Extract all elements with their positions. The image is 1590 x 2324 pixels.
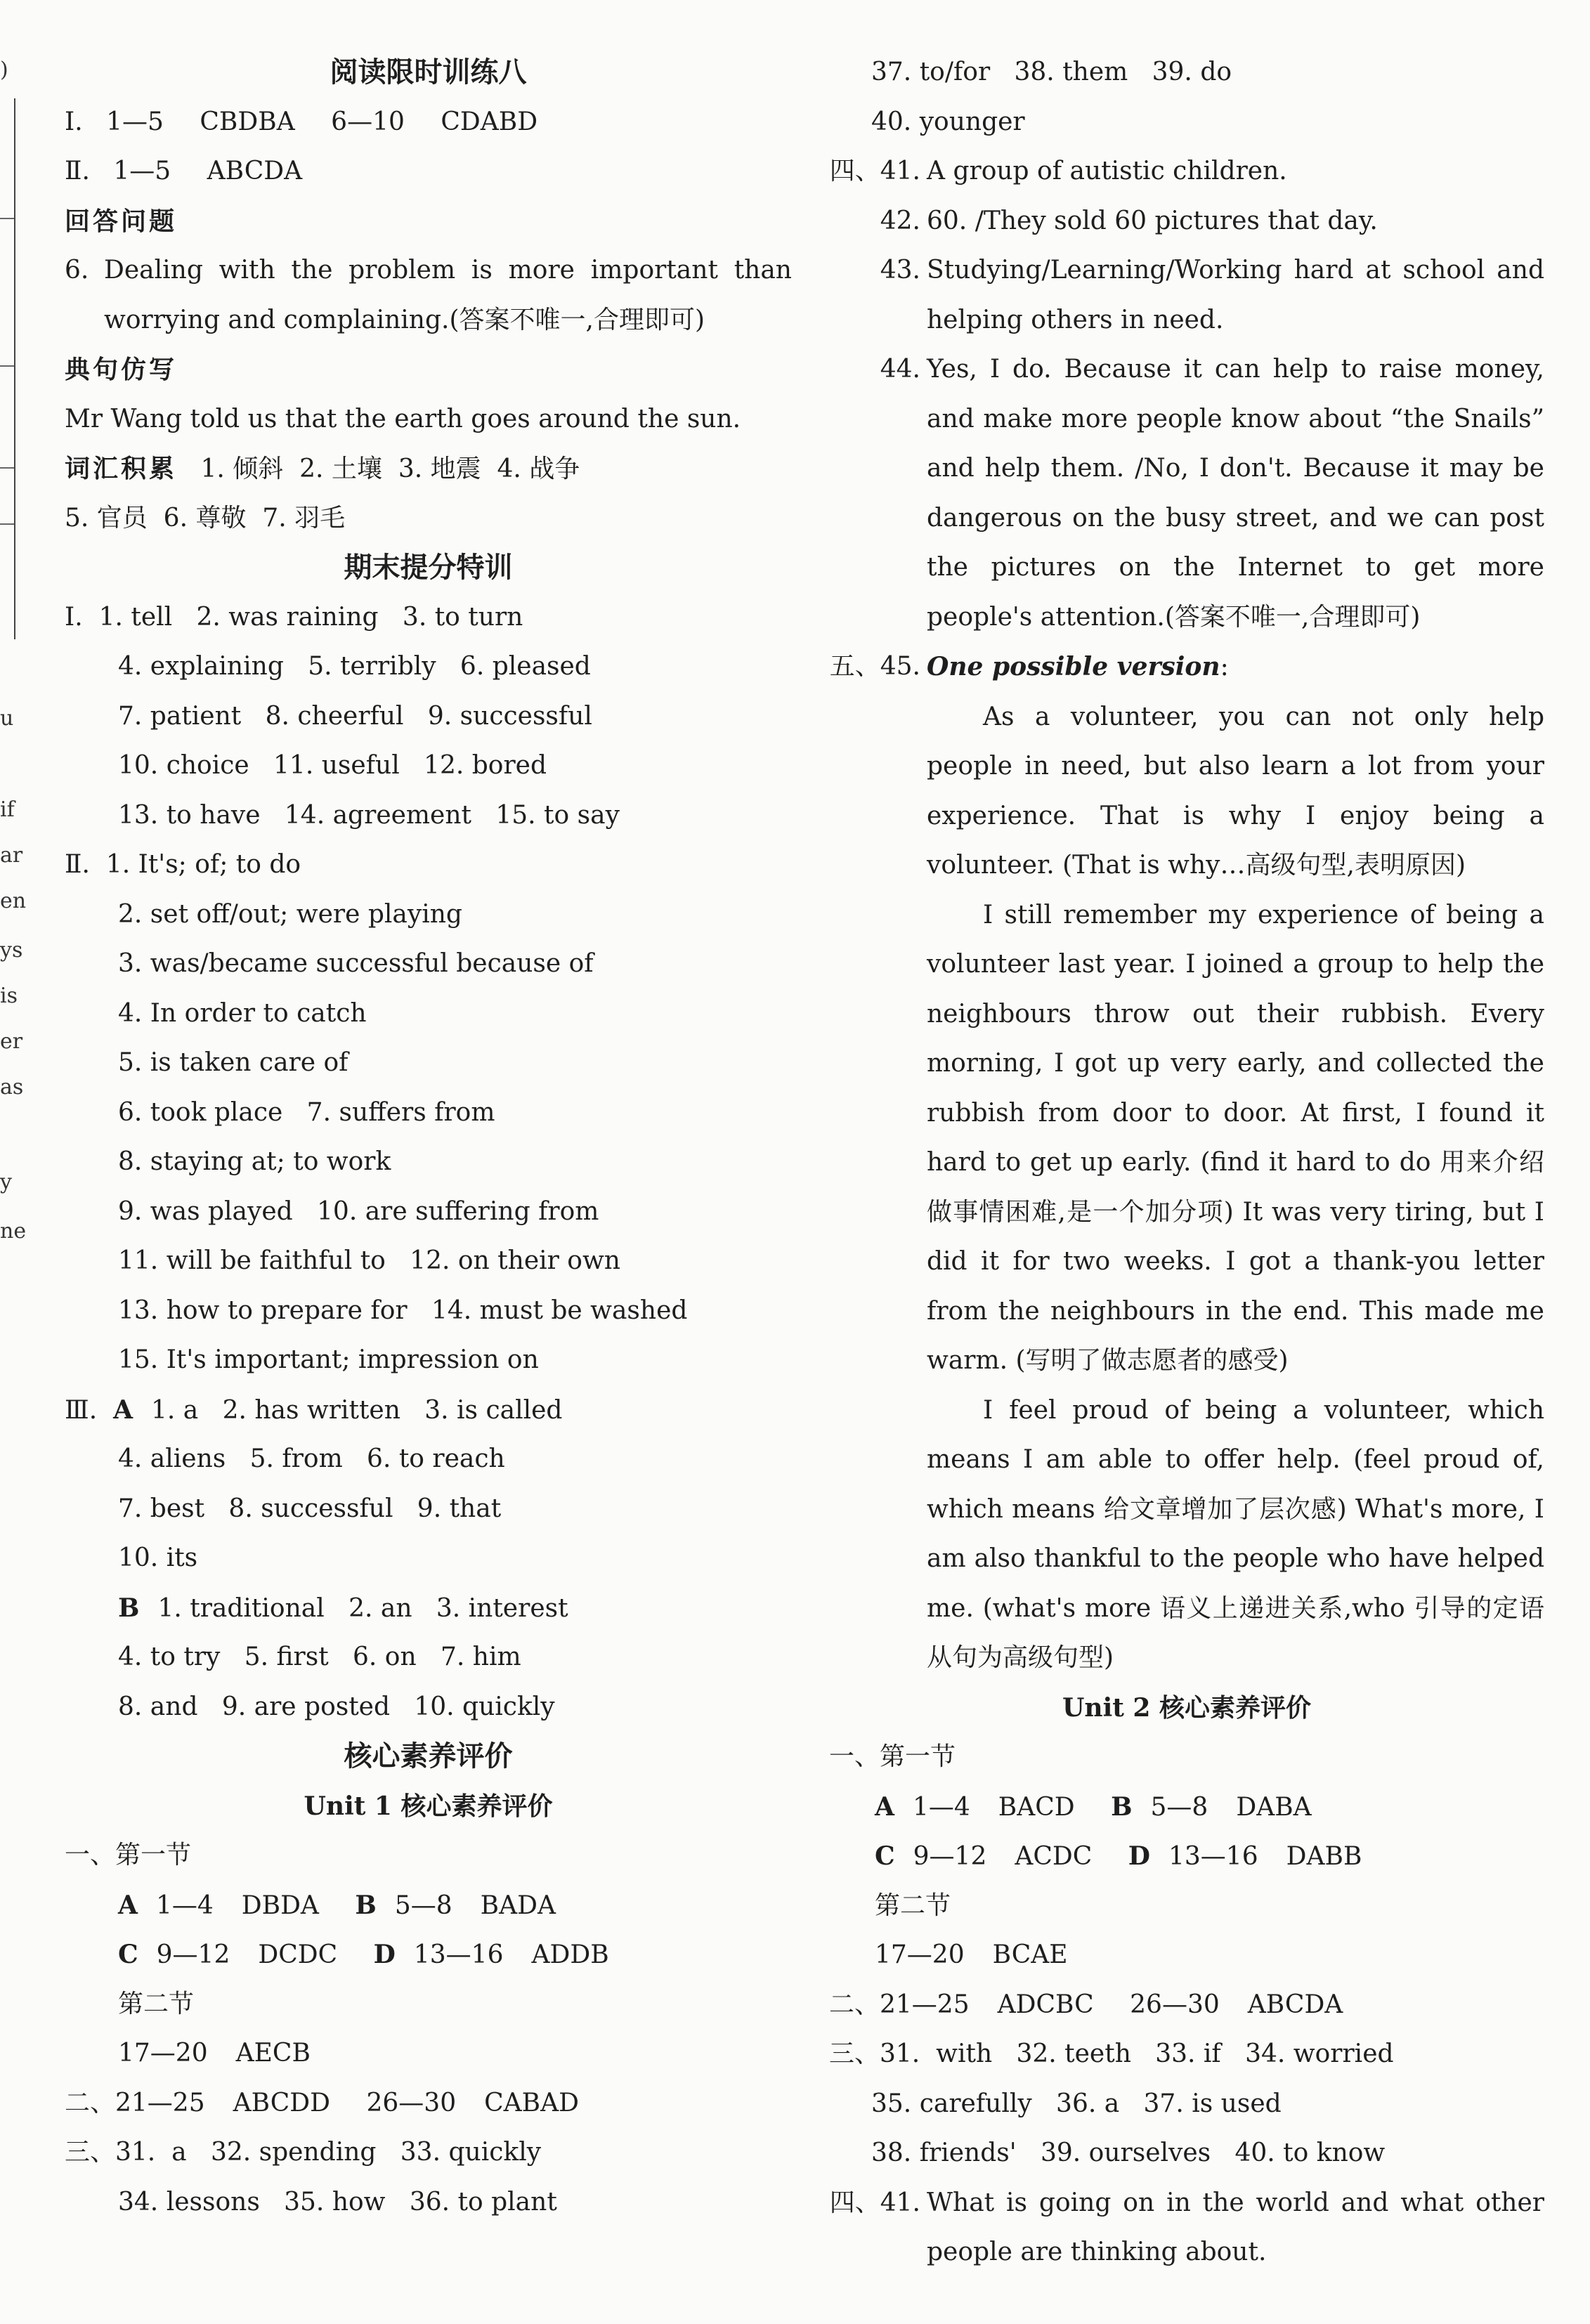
part-heading: 第二节: [875, 1891, 951, 1920]
answer-text: Dealing with the problem is more important than worrying and complaining.(答案不唯一,合理即可): [104, 256, 792, 334]
right-column: [829, 48, 1544, 2278]
item-number: 四、41.: [829, 2188, 920, 2217]
range: 1—5: [113, 157, 171, 185]
section-title: 期末提分特训: [344, 551, 513, 584]
answer-line: [65, 1881, 792, 1931]
edge-fragment: as: [0, 1075, 24, 1099]
answers: BACD: [998, 1792, 1075, 1822]
answer-line: 15. It's important; impression on: [118, 1345, 539, 1374]
answer-text: Mr Wang told us that the earth goes around the sun.: [65, 404, 741, 433]
answers: DABB: [1286, 1842, 1362, 1871]
answers: ABCDA: [1247, 1990, 1343, 2019]
edge-divider: [14, 98, 15, 639]
edge-rule: [0, 365, 14, 367]
edge-fragment: u: [0, 706, 14, 731]
answer-text: A group of autistic children.: [927, 157, 1287, 185]
edge-rule: [0, 218, 14, 219]
answer-line: 5. is taken care of: [118, 1048, 348, 1077]
item-number: 二、21—25: [829, 1990, 970, 2019]
range: 26—30: [1130, 1990, 1220, 2019]
answer-line: [829, 1782, 1544, 1832]
item-number: Ⅲ.: [65, 1395, 98, 1425]
part-heading: 第二节: [118, 1989, 195, 2018]
item-number: 6.: [65, 256, 89, 285]
answer-line: 8. staying at; to work: [118, 1147, 391, 1176]
essay-text: I feel proud of being a volunteer, which means I am able to offer help. (feel proud of, which means 给文章增加了层次感) What's more, I am also thankful to the people who have helped me. (what's more 语义上递进关系,who 引导的定语从句为高级句型): [927, 1395, 1544, 1672]
answer-line: [65, 2079, 792, 2129]
essay-paragraph: [829, 891, 1544, 1386]
answer-line: [829, 1931, 1544, 1980]
answer-text: 60. /They sold 60 pictures that day.: [927, 206, 1378, 235]
answers: BCAE: [992, 1940, 1068, 1969]
answers: DBDA: [241, 1891, 319, 1920]
part-letter: A: [113, 1395, 133, 1425]
edge-fragment: en: [0, 889, 27, 913]
item-number: Ⅱ.: [65, 157, 90, 185]
answer-paragraph: [829, 642, 1544, 693]
answer-line: 34. lessons 35. how 36. to plant: [118, 2187, 557, 2217]
section-title: 核心素养评价: [344, 1740, 513, 1773]
answer-line: 11. will be faithful to 12. on their own: [118, 1246, 620, 1275]
answers: AECB: [235, 2039, 311, 2068]
answers: 1. tell 2. was raining 3. to turn: [98, 602, 523, 632]
answer-paragraph: [829, 197, 1544, 247]
answer-paragraph: [829, 147, 1544, 197]
answers: CDABD: [441, 107, 538, 136]
essay-paragraph: [829, 693, 1544, 891]
range: 1—4: [155, 1891, 214, 1920]
subheading: 词汇积累: [65, 454, 178, 483]
item-number: 43.: [880, 256, 920, 285]
answer-line: 35. carefully 36. a 37. is used: [871, 2089, 1282, 2118]
answer-line: 38. friends' 39. ourselves 40. to know: [871, 2139, 1386, 2167]
answer-line: 40. younger: [871, 107, 1025, 136]
edge-fragment: y: [0, 1170, 12, 1194]
part-letter: B: [1111, 1791, 1133, 1822]
range: 17—20: [875, 1940, 965, 1969]
section-title: 阅读限时训练八: [330, 56, 527, 89]
vocab-line: 5. 官员 6. 尊敬 7. 羽毛: [65, 503, 346, 533]
range: 5—8: [1150, 1792, 1208, 1822]
part-letter: D: [1128, 1841, 1150, 1871]
answer-line: [65, 1385, 792, 1435]
answer-line: [829, 2030, 1544, 2080]
answers: ACDC: [1015, 1842, 1093, 1871]
answers: 1. It's; of; to do: [105, 850, 301, 879]
left-column: [65, 48, 792, 2227]
answer-line: [65, 840, 792, 890]
answers: with 32. teeth 33. if 34. worried: [936, 2039, 1394, 2068]
answers: 1. traditional 2. an 3. interest: [157, 1593, 568, 1623]
subheading: 典句仿写: [65, 355, 178, 384]
answer-line: [65, 1930, 792, 1980]
part-letter: B: [118, 1593, 140, 1623]
part-letter: B: [355, 1890, 377, 1920]
part-letter: A: [118, 1890, 138, 1920]
answer-line: 2. set off/out; were playing: [118, 899, 462, 929]
range: 9—12: [156, 1940, 230, 1969]
answer-line: 4. explaining 5. terribly 6. pleased: [118, 652, 591, 681]
part-letter: A: [875, 1791, 894, 1822]
answers: a 32. spending 33. quickly: [171, 2138, 542, 2167]
answer-line: 7. best 8. successful 9. that: [118, 1494, 502, 1523]
range: 1—5: [106, 107, 164, 136]
answer-line: 4. to try 5. first 6. on 7. him: [118, 1643, 521, 1671]
answer-paragraph: [65, 246, 792, 345]
edge-fragment: ys: [0, 938, 23, 962]
answer-paragraph: [829, 345, 1544, 642]
answer-line: 8. and 9. are posted 10. quickly: [118, 1692, 555, 1721]
answers: ABCDA: [207, 157, 303, 185]
answer-line: 9. was played 10. are suffering from: [118, 1196, 599, 1226]
answers: ADDB: [531, 1940, 609, 1969]
range: 13—16: [413, 1940, 504, 1969]
range: 6—10: [331, 107, 405, 136]
answer-line: 13. to have 14. agreement 15. to say: [118, 800, 620, 830]
range: 9—12: [913, 1842, 987, 1871]
answer-line: [65, 2029, 792, 2079]
answer-line: 37. to/for 38. them 39. do: [871, 58, 1232, 86]
answer-line: [65, 2128, 792, 2178]
item-number: 五、45.: [829, 652, 920, 681]
edge-rule: [0, 523, 14, 525]
answer-line: 13. how to prepare for 14. must be washed: [118, 1295, 688, 1325]
vocab-items: 1. 倾斜 2. 土壤 3. 地震 4. 战争: [200, 455, 580, 483]
answer-line: [65, 147, 792, 197]
answer-line: [65, 98, 792, 148]
item-number: 二、21—25: [65, 2088, 205, 2117]
edge-fragment: if: [0, 797, 15, 822]
answer-paragraph: [829, 2179, 1544, 2278]
answer-text: Studying/Learning/Working hard at school and helping others in need.: [927, 256, 1544, 334]
answer-line: 10. choice 11. useful 12. bored: [118, 751, 547, 780]
part-heading: 一、第一节: [829, 1742, 956, 1771]
answer-line: 3. was/became successful because of: [118, 949, 594, 978]
item-number: 三、31.: [65, 2138, 156, 2167]
answer-line: 10. its: [118, 1543, 198, 1572]
essay-text: I still remember my experience of being a volunteer last year. I joined a group to help the neighbours throw out their rubbish. Every morning, I got up very early, and collected the rubbish from door to door. At first, I found it hard to get up early. (find it hard to do 用来介绍做事情困难,是一个加分项) It was very tiring, but I did it for two weeks. I got a thank-you letter from the neighbours in the end. This made me warm. (写明了做志愿者的感受): [927, 900, 1544, 1375]
answers: CABAD: [484, 2088, 579, 2117]
range: 5—8: [394, 1891, 452, 1920]
section-subtitle: Unit 1 核心素养评价: [304, 1791, 553, 1821]
answers: CBDBA: [200, 107, 295, 136]
answer-paragraph: [829, 246, 1544, 345]
answers: ADCBC: [997, 1990, 1094, 2019]
answers: 1. a 2. has written 3. is called: [151, 1395, 563, 1425]
answer-line: [65, 1584, 792, 1633]
part-heading: 一、第一节: [65, 1841, 192, 1869]
edge-fragment: er: [0, 1029, 23, 1054]
version-label: One possible version: [927, 652, 1220, 681]
item-number: 44.: [880, 355, 920, 384]
part-letter: C: [118, 1940, 138, 1969]
item-number: Ⅰ.: [65, 107, 83, 136]
item-number: 四、41.: [829, 157, 920, 185]
essay-text: As a volunteer, you can not only help people in need, but also learn a lot from your experience. That is why I enjoy being a volunteer. (That is why…高级句型,表明原因): [927, 702, 1544, 880]
edge-fragment: is: [0, 984, 18, 1008]
answers: DCDC: [258, 1940, 338, 1969]
item-number: Ⅰ.: [65, 602, 83, 632]
range: 13—16: [1168, 1842, 1258, 1871]
range: 1—4: [912, 1792, 970, 1822]
answer-line: [65, 593, 792, 643]
range: 26—30: [366, 2088, 457, 2117]
answer-line: [829, 1980, 1544, 2030]
punctuation: :: [1220, 653, 1229, 681]
vocab-line: [65, 444, 792, 494]
section-subtitle: Unit 2 核心素养评价: [1062, 1692, 1311, 1723]
edge-fragment: ): [0, 58, 8, 82]
answer-line: [829, 1832, 1544, 1881]
answer-text: Yes, I do. Because it can help to raise money, and make more people know about “the Snails” and help them. /No, I don't. Because it may be dangerous on the busy street, and we can post the pictures on the Internet to get more people's attention.(答案不唯一,合理即可): [927, 355, 1544, 632]
answer-line: 6. took place 7. suffers from: [118, 1097, 495, 1127]
part-letter: C: [875, 1841, 895, 1871]
part-letter: D: [373, 1940, 396, 1969]
item-number: 三、31.: [829, 2039, 920, 2068]
answers: DABA: [1236, 1792, 1312, 1822]
edge-fragment: ne: [0, 1219, 27, 1243]
answers: ABCDD: [233, 2088, 331, 2117]
answer-line: 7. patient 8. cheerful 9. successful: [118, 701, 592, 731]
essay-paragraph: [829, 1386, 1544, 1683]
item-number: Ⅱ.: [65, 850, 90, 879]
answers: BADA: [480, 1891, 556, 1920]
edge-fragment: ar: [0, 843, 23, 868]
item-number: 42.: [880, 206, 920, 235]
range: 17—20: [118, 2039, 208, 2068]
answer-line: 4. aliens 5. from 6. to reach: [118, 1444, 505, 1473]
subheading: 回答问题: [65, 206, 178, 236]
answer-line: 4. In order to catch: [118, 998, 367, 1028]
answer-text: What is going on in the world and what other people are thinking about.: [927, 2188, 1544, 2266]
edge-rule: [0, 467, 14, 469]
